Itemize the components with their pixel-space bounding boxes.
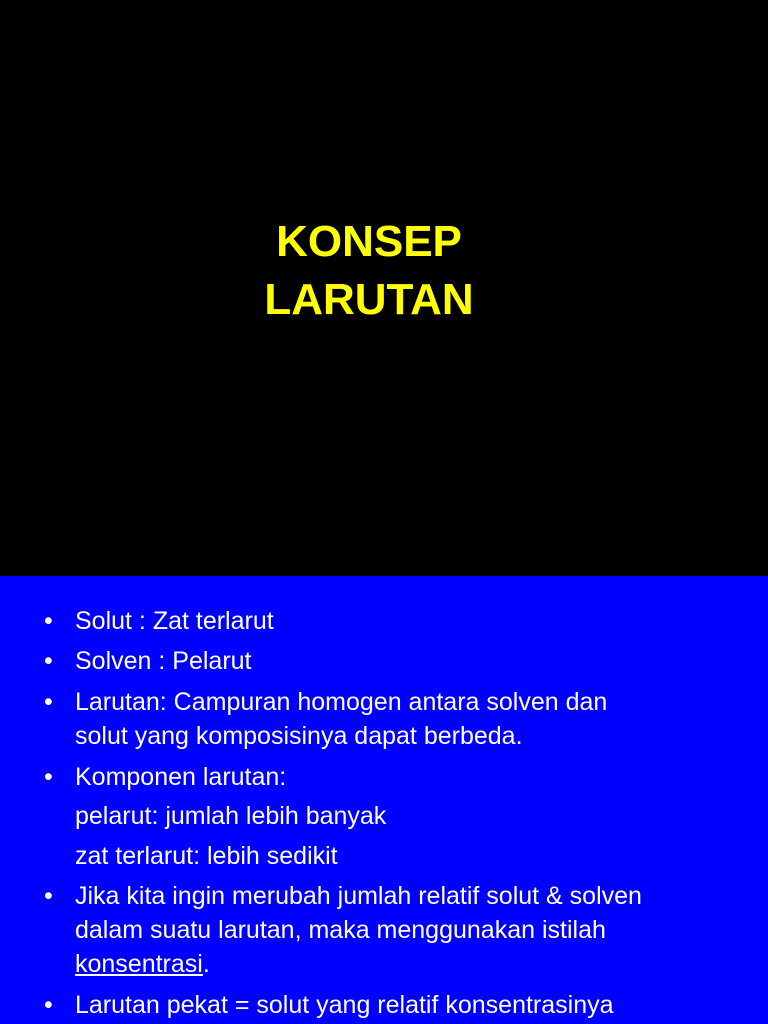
period: . xyxy=(202,950,210,978)
bullet-marker: • xyxy=(44,647,53,675)
bullet-marker: • xyxy=(44,763,53,791)
konsentrasi-link[interactable]: konsentrasi xyxy=(75,950,203,978)
title-line-1: KONSEP xyxy=(276,217,462,266)
title-line-2: LARUTAN xyxy=(264,275,474,324)
bullet-solven: Solven : Pelarut xyxy=(75,647,252,675)
bullet-komponen: Komponen larutan: xyxy=(75,763,287,791)
sub-zat-terlarut: zat terlarut: lebih sedikit xyxy=(75,842,338,870)
bullet-marker: • xyxy=(44,688,53,716)
bullet-larutan-line2: solut yang komposisinya dapat berbeda. xyxy=(75,722,523,750)
bullet-larutan-pekat: Larutan pekat = solut yang relatif konsentrasinya xyxy=(75,991,614,1019)
slide-title xyxy=(0,213,738,329)
bullet-solut: Solut : Zat terlarut xyxy=(75,607,274,635)
bullet-konsentrasi-line1: Jika kita ingin merubah jumlah relatif solut & solven xyxy=(75,882,642,910)
bullet-marker: • xyxy=(44,607,53,635)
bullet-marker: • xyxy=(44,991,53,1019)
bullet-konsentrasi-line3 xyxy=(75,949,210,979)
bullet-konsentrasi-line2: dalam suatu larutan, maka menggunakan istilah xyxy=(75,916,606,944)
bullet-marker: • xyxy=(44,882,53,910)
sub-pelarut: pelarut: jumlah lebih banyak xyxy=(75,802,387,830)
bullet-larutan-line1: Larutan: Campuran homogen antara solven dan xyxy=(75,688,608,716)
content-slide xyxy=(0,576,768,1024)
